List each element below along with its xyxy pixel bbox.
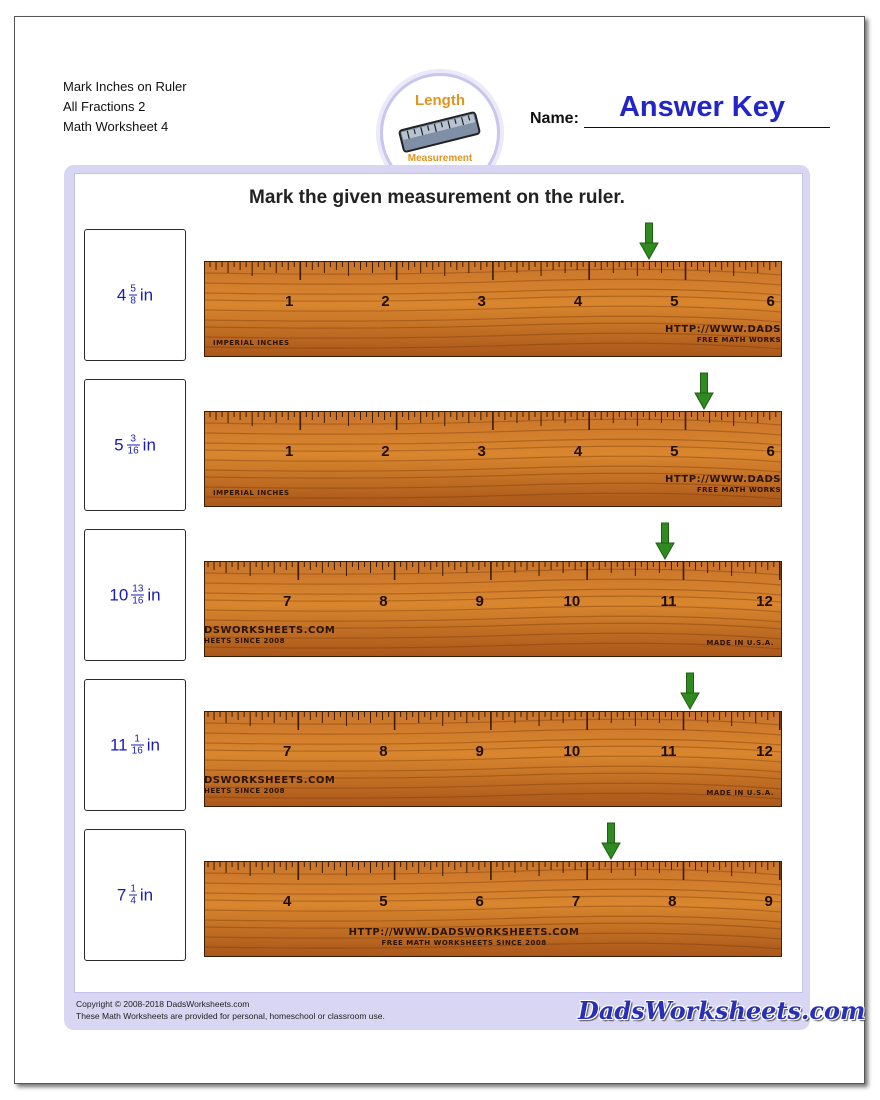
whole-number: 7 (116, 885, 127, 904)
numerator: 1 (134, 733, 140, 745)
inch-label: 2 (381, 443, 390, 460)
logo-subtitle: Measurement (407, 153, 473, 164)
inch-label: 4 (573, 443, 583, 460)
inch-label: 6 (766, 443, 775, 460)
ruler-print: MADE IN U.S.A. (706, 639, 774, 647)
ruler-print: HTTP://WWW.DADSWORKSHEETS.COM (348, 927, 580, 938)
inch-label: 5 (379, 893, 388, 910)
whole-number: 11 (109, 735, 128, 754)
ruler-print: HTTP://WWW.DADS (665, 324, 781, 335)
ruler-print: FREE MATH WORKS (696, 336, 781, 344)
ruler-print: HEETS SINCE 2008 (204, 787, 286, 795)
inch-label: 11 (660, 593, 677, 610)
fraction (129, 284, 137, 307)
inch-label: 8 (668, 893, 677, 910)
inch-label: 1 (284, 443, 294, 460)
whole-number: 4 (116, 285, 127, 304)
whole-number: 10 (109, 585, 129, 604)
copyright-text: Copyright © 2008-2018 DadsWorksheets.com (76, 999, 250, 1009)
denominator: 4 (130, 895, 136, 907)
inch-label: 2 (381, 293, 390, 310)
measurement-value (85, 884, 185, 907)
inch-label: 9 (764, 893, 773, 910)
usage-note: These Math Worksheets are provided for personal, homeschool or classroom use. (76, 1011, 385, 1021)
measurement-card (84, 229, 186, 361)
inch-label: 9 (475, 593, 484, 610)
answer-arrow-icon (680, 672, 700, 712)
inch-label: 1 (284, 293, 294, 310)
ruler[interactable] (204, 261, 782, 357)
inch-label: 7 (282, 743, 292, 760)
inch-label: 4 (573, 293, 583, 310)
fraction (127, 434, 140, 457)
measurement-value (85, 734, 185, 757)
whole-number: 5 (114, 435, 124, 454)
inch-label: 12 (756, 593, 773, 610)
inch-label: 5 (670, 293, 679, 310)
dadsworksheets-logo: DadsWorksheets.com (578, 996, 866, 1025)
fraction (131, 584, 144, 607)
denominator: 16 (132, 595, 144, 607)
denominator: 16 (131, 745, 143, 757)
inch-label: 3 (477, 293, 486, 310)
inch-label: 8 (379, 593, 388, 610)
inch-label: 12 (756, 743, 773, 760)
inch-label: 8 (379, 743, 388, 760)
ruler[interactable] (204, 561, 782, 657)
answer-arrow-icon (639, 222, 659, 262)
inch-label: 4 (282, 893, 292, 910)
measurement-value (85, 434, 185, 457)
inch-label: 9 (475, 743, 484, 760)
ruler-print: DSWORKSHEETS.COM (204, 625, 336, 636)
ruler[interactable] (204, 861, 782, 957)
ruler[interactable] (204, 711, 782, 807)
fraction (131, 734, 144, 757)
inch-label: 6 (766, 293, 775, 310)
answer-key-label: Answer Key (618, 91, 785, 123)
footer-text (76, 998, 385, 1022)
ruler[interactable] (204, 411, 782, 507)
ruler-print: MADE IN U.S.A. (706, 789, 774, 797)
unit-label: in (139, 885, 154, 904)
measurement-card (84, 379, 186, 511)
numerator: 3 (130, 433, 136, 445)
instructions: Mark the given measurement on the ruler. (249, 187, 625, 208)
inch-label: 7 (282, 593, 292, 610)
worksheet-number: Math Worksheet 4 (63, 119, 169, 134)
ruler-print: HEETS SINCE 2008 (204, 637, 286, 645)
unit-label: in (142, 435, 156, 454)
answer-arrow-icon (655, 522, 675, 562)
ruler-print: IMPERIAL INCHES (213, 489, 290, 497)
worksheet-title-block (63, 77, 187, 137)
numerator: 13 (132, 583, 144, 595)
answer-arrow-icon (694, 372, 714, 412)
unit-label: in (139, 285, 154, 304)
ruler-print: DSWORKSHEETS.COM (204, 775, 336, 786)
inch-label: 7 (571, 893, 581, 910)
inch-label: 10 (563, 593, 581, 610)
ruler-print: FREE MATH WORKS (696, 486, 781, 494)
measurement-card (84, 679, 186, 811)
measurement-value (85, 284, 185, 307)
inch-label: 11 (660, 743, 677, 760)
inch-label: 10 (563, 743, 581, 760)
worksheet-subtitle: All Fractions 2 (63, 99, 146, 114)
measurement-card (84, 529, 186, 661)
inch-label: 5 (670, 443, 679, 460)
measurement-value (85, 584, 185, 607)
inch-label: 6 (475, 893, 484, 910)
numerator: 1 (130, 883, 136, 895)
unit-label: in (147, 585, 161, 604)
unit-label: in (146, 735, 160, 754)
answer-arrow-icon (601, 822, 621, 862)
inch-label: 3 (477, 443, 486, 460)
measurement-card (84, 829, 186, 961)
name-field-line (584, 127, 830, 128)
worksheet-title: Mark Inches on Ruler (63, 79, 187, 94)
name-label: Name: (530, 110, 579, 127)
logo-title: Length (415, 92, 465, 109)
denominator: 8 (130, 295, 136, 307)
ruler-print: IMPERIAL INCHES (213, 339, 290, 347)
denominator: 16 (127, 445, 139, 457)
ruler-print: FREE MATH WORKSHEETS SINCE 2008 (381, 939, 547, 947)
ruler-print: HTTP://WWW.DADS (665, 474, 781, 485)
fraction (129, 884, 137, 907)
numerator: 5 (130, 283, 136, 295)
